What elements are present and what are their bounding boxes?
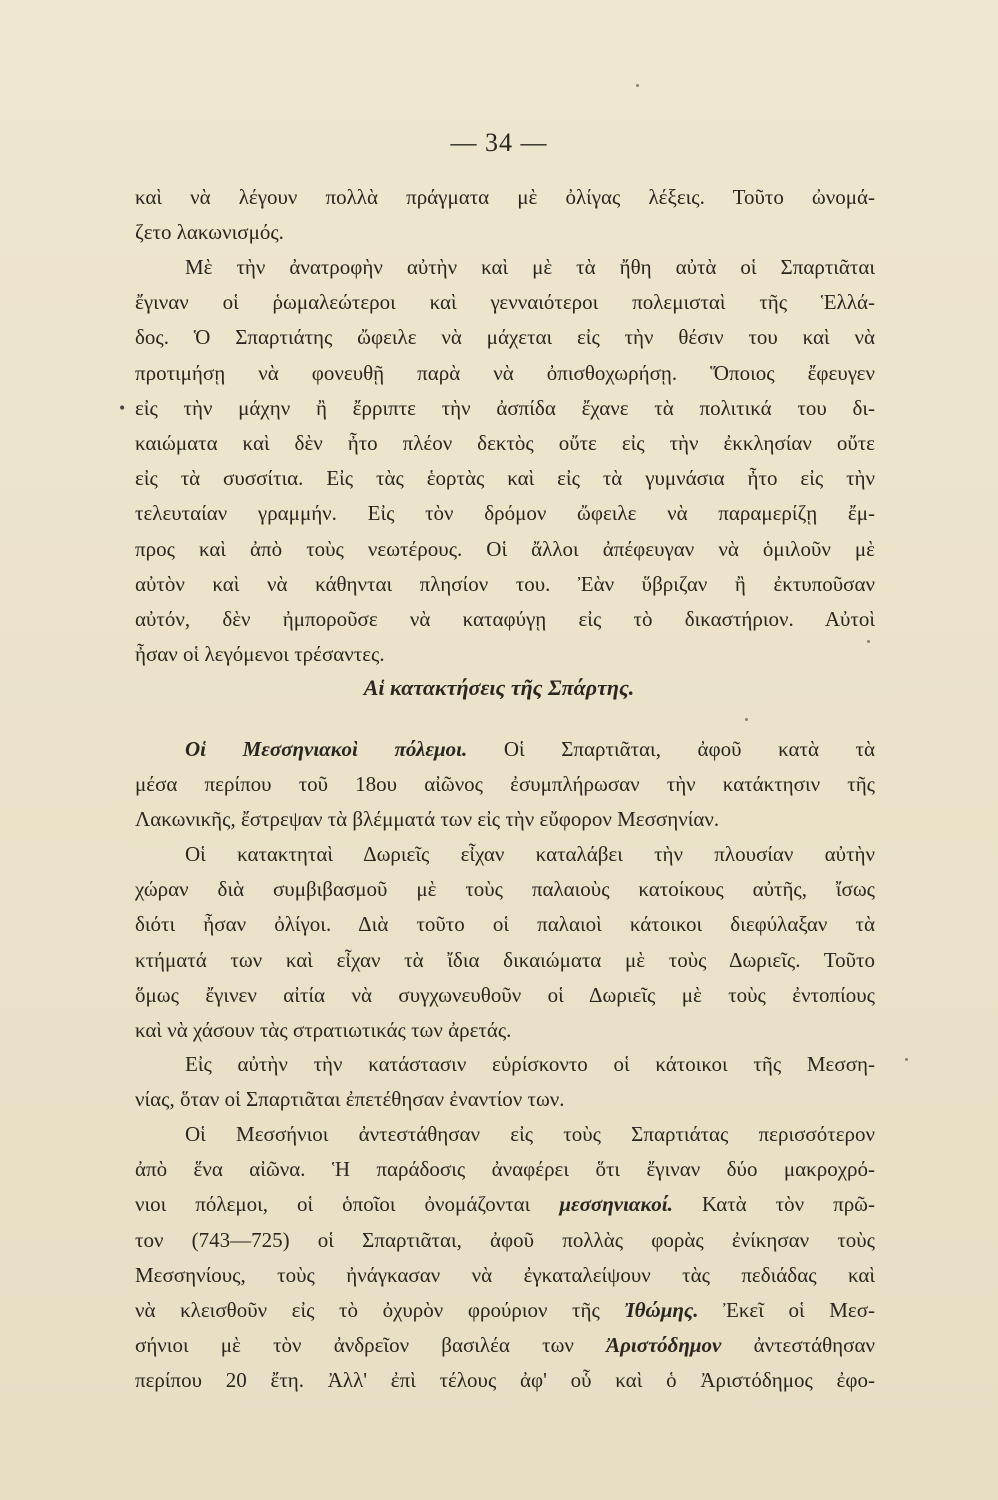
text-line: καιώματα καὶ δὲν ἦτο πλέον δεκτὸς οὔτε εἰς τὴν ἐκκλησίαν οὔτε <box>135 430 875 455</box>
emphasized-term: Ἀριστόδημον <box>606 1333 722 1358</box>
margin-mark: • <box>118 401 127 417</box>
emphasized-term: Ἰθώμης. <box>624 1297 699 1322</box>
text-line: καὶ νὰ χάσουν τὰς στρατιωτικάς των ἀρετάς. <box>135 1017 512 1042</box>
text-line: δος. Ὁ Σπαρτιάτης ὤφειλε νὰ μάχεται εἰς τὴν θέσιν του καὶ νὰ <box>135 325 875 350</box>
text-line: Μεσσηνίους, τοὺς ἠνάγκασαν νὰ ἐγκαταλείψουν τὰς πεδιάδας καὶ <box>135 1262 875 1287</box>
text-line: χώραν διὰ συμβιβασμοῦ μὲ τοὺς παλαιοὺς κατοίκους αὐτῆς, ἴσως <box>135 877 875 902</box>
paragraph-6 <box>135 1117 875 1399</box>
text-run: νὰ κλεισθοῦν εἰς τὸ ὀχυρὸν φρούριον τῆς <box>135 1297 625 1322</box>
text-line: Οἱ κατακτηταὶ Δωριεῖς εἶχαν καταλάβει τὴν πλουσίαν αὐτὴν <box>185 842 875 866</box>
emphasized-term: μεσσηνιακοί. <box>559 1192 673 1217</box>
text-line <box>135 1187 875 1222</box>
text-line <box>135 732 875 767</box>
paragraph-3 <box>135 732 875 838</box>
text-line: ἀπὸ ἕνα αἰῶνα. Ἡ παράδοσις ἀναφέρει ὅτι ἔγιναν δύο μακροχρό- <box>135 1157 875 1182</box>
subsection-title: Οἱ Μεσσηνιακοὶ πόλεμοι. <box>185 737 468 761</box>
text-run: νιοι πόλεμοι, οἱ ὁποῖοι ὀνομάζονται <box>135 1192 560 1217</box>
text-line: ἔγιναν οἱ ῥωμαλεώτεροι καὶ γενναιότεροι πολεμισταὶ τῆς Ἑλλά- <box>135 290 875 315</box>
text-line <box>135 1293 875 1328</box>
paper-speck <box>745 718 748 721</box>
text-line: τελευταίαν γραμμήν. Εἰς τὸν δρόμον ὤφειλε νὰ παραμερίζῃ ἔμ- <box>135 501 875 526</box>
paragraph-2 <box>135 250 875 672</box>
text-line: μέσα περίπου τοῦ 18ου αἰῶνος ἐσυμπλήρωσαν τὴν κατάκτησιν τῆς <box>135 772 875 797</box>
text-line: προς καὶ ἀπὸ τοὺς νεωτέρους. Οἱ ἄλλοι ἀπέφευγαν νὰ ὁμιλοῦν μὲ <box>135 536 875 561</box>
text-line <box>135 1328 875 1363</box>
section-heading: Αἱ κατακτήσεις τῆς Σπάρτης. <box>363 675 635 700</box>
text-line: εἰς τὴν μάχην ἢ ἔρριπτε τὴν ἀσπίδα ἔχανε τὰ πολιτικά του δι- <box>135 395 875 420</box>
text-line: εἰς τὰ συσσίτια. Εἰς τὰς ἑορτὰς καὶ εἰς τὰ γυμνάσια ἦτο εἰς τὴν <box>135 466 875 491</box>
text-line: ἦσαν οἱ λεγόμενοι τρέσαντες. <box>135 642 385 667</box>
text-run: Οἱ Σπαρτιᾶται, ἀφοῦ κατὰ τὰ <box>467 737 875 761</box>
text-line: αὐτὸν καὶ νὰ κάθηνται πλησίον του. Ἐὰν ὕβριζαν ἢ ἐκτυποῦσαν <box>135 571 875 596</box>
text-line: ζετο λακωνισμός. <box>135 220 284 245</box>
paragraph-4 <box>135 837 875 1048</box>
paper-speck <box>905 1058 908 1061</box>
paper-speck <box>867 640 870 643</box>
text-line: διότι ἦσαν ὀλίγοι. Διὰ τοῦτο οἱ παλαιοὶ κάτοικοι διεφύλαξαν τὰ <box>135 912 875 937</box>
text-line: καὶ νὰ λέγουν πολλὰ πράγματα μὲ ὀλίγας λέξεις. Τοῦτο ὠνομά- <box>135 185 875 209</box>
text-line: Λακωνικῆς, ἔστρεψαν τὰ βλέμματά των εἰς τὴν εὔφορον Μεσσηνίαν. <box>135 807 720 832</box>
paragraph-1 <box>135 180 875 250</box>
text-line: Μὲ τὴν ἀνατροφὴν αὐτὴν καὶ μὲ τὰ ἤθη αὐτὰ οἱ Σπαρτιᾶται <box>185 255 875 279</box>
text-line: τον (743—725) οἱ Σπαρτιᾶται, ἀφοῦ πολλὰς φορὰς ἐνίκησαν τοὺς <box>135 1227 875 1252</box>
text-line: Εἰς αὐτὴν τὴν κατάστασιν εὑρίσκοντο οἱ κάτοικοι τῆς Μεσση- <box>185 1052 875 1076</box>
paragraph-5 <box>135 1047 875 1117</box>
text-line: νίας, ὅταν οἱ Σπαρτιᾶται ἐπετέθησαν ἐναντίον των. <box>135 1087 565 1112</box>
page-number: — 34 — <box>450 128 548 157</box>
text-line: αὐτόν, δὲν ἠμποροῦσε νὰ καταφύγῃ εἰς τὸ δικαστήριον. Αὐτοὶ <box>135 606 875 631</box>
text-line: ὅμως ἔγινεν αἰτία νὰ συγχωνευθοῦν οἱ Δωριεῖς μὲ τοὺς ἐντοπίους <box>135 982 875 1007</box>
text-run: ἀντεστάθησαν <box>721 1333 875 1358</box>
text-run: Κατὰ τὸν πρῶ- <box>672 1192 875 1217</box>
text-line: προτιμήσῃ νὰ φονευθῇ παρὰ νὰ ὀπισθοχωρήσῃ. Ὅποιος ἔφευγεν <box>135 360 875 385</box>
text-run: Ἐκεῖ οἱ Μεσ- <box>698 1297 875 1322</box>
paper-speck <box>636 84 639 87</box>
text-line: περίπου 20 ἔτη. Ἀλλ' ἐπὶ τέλους ἀφ' οὗ καὶ ὁ Ἀριστόδημος ἐφο- <box>135 1368 875 1393</box>
text-run: σήνιοι μὲ τὸν ἀνδρεῖον βασιλέα των <box>135 1333 607 1358</box>
text-line: κτήματά των καὶ εἶχαν τὰ ἴδια δικαιώματα μὲ τοὺς Δωριεῖς. Τοῦτο <box>135 947 875 972</box>
text-line: Οἱ Μεσσήνιοι ἀντεστάθησαν εἰς τοὺς Σπαρτιάτας περισσότερον <box>185 1122 875 1146</box>
